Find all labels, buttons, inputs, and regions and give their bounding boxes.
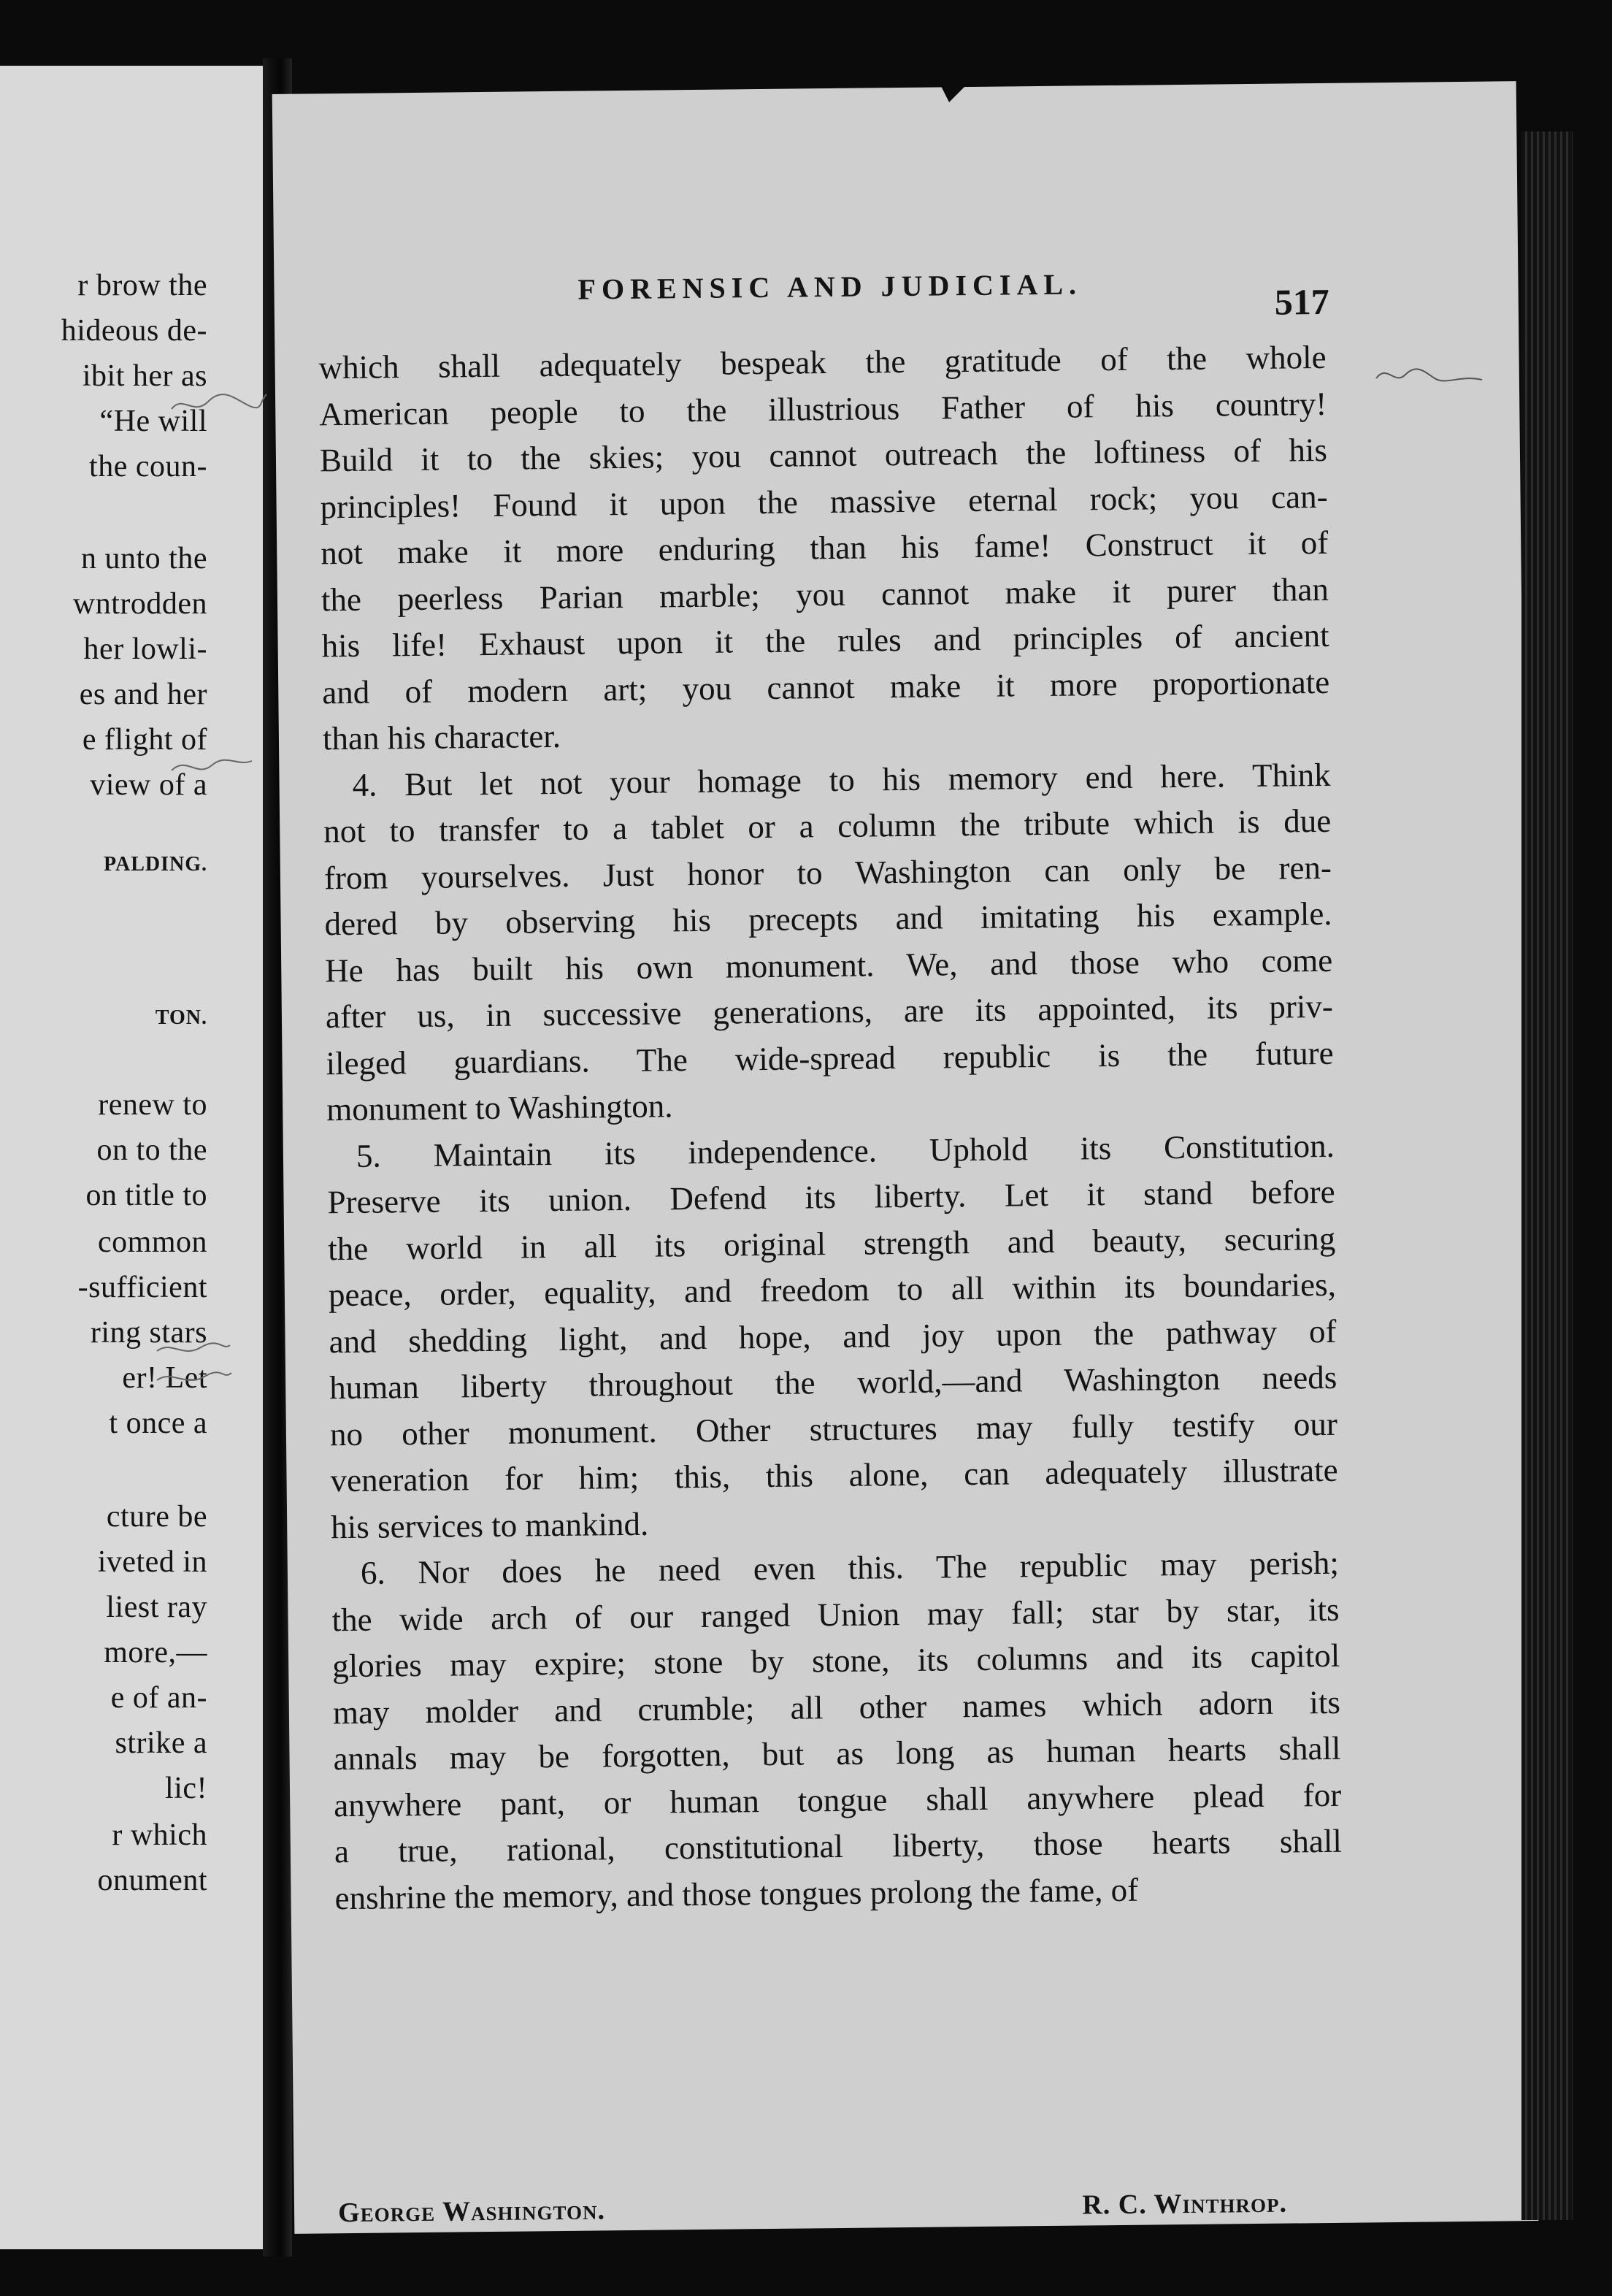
body-text (318, 334, 1343, 1921)
left-page-fragment: -sufficient (77, 1271, 207, 1304)
text-line: the wide arch of our ranged Union may fall; star by star, its (331, 1591, 1340, 1638)
left-page-fragment: ibit her as (82, 359, 207, 393)
left-page-fragment: hideous de- (61, 314, 207, 348)
marginal-annotation-mark (1373, 356, 1489, 400)
left-page-fragment: cture be (106, 1500, 207, 1534)
text-line: Build it to the skies; you cannot outreach the loftiness of his (319, 431, 1328, 479)
left-page-fragment: on title to (85, 1179, 207, 1212)
left-page-fragment: “He will (99, 405, 207, 438)
text-line: enshrine the memory, and those tongues prolong the fame, of (334, 1871, 1139, 1916)
left-page-fragment: common (98, 1225, 207, 1259)
text-line: 6. Nor does he need even this. The republic may perish; (360, 1544, 1340, 1591)
text-line: He has built his own monument. We, and those who come (325, 941, 1333, 989)
text-line: not make it more enduring than his fame! Construct it of (321, 524, 1329, 572)
page-edges (1521, 131, 1573, 2220)
text-line: which shall adequately bespeak the gratitude of the whole (318, 338, 1327, 386)
text-line: monument to Washington. (326, 1087, 673, 1128)
text-line: annals may be forgotten, but as long as human hearts shall (333, 1729, 1341, 1778)
left-page-fragment: e flight of (82, 723, 207, 757)
text-line: his services to mankind. (330, 1505, 649, 1545)
text-line: and of modern art; you cannot make it more proportionate (322, 663, 1330, 711)
text-line: and shedding light, and hope, and joy upon the pathway of (329, 1312, 1337, 1360)
left-page-fragment: t once a (109, 1407, 207, 1440)
left-page-fragment: view of a (90, 768, 207, 802)
text-line: 4. But let not your homage to his memory end here. Think (352, 756, 1331, 803)
text-line: may molder and crumble; all other names which adorn its (332, 1683, 1341, 1731)
text-line: glories may expire; stone by stone, its columns and its capitol (331, 1637, 1340, 1685)
main-page (272, 81, 1539, 2234)
left-page-fragment: her lowli- (83, 632, 207, 666)
page-number: 517 (1274, 280, 1330, 323)
left-page-fragment: es and her (79, 678, 207, 711)
text-line: American people to the illustrious Father of his country! (319, 385, 1327, 432)
text-line: peace, order, equality, and freedom to all within its boundaries, (328, 1266, 1337, 1314)
left-page-fragment: lic! (165, 1772, 207, 1805)
left-page-fragment: renew to (98, 1088, 207, 1122)
text-line: not to transfer to a tablet or a column the tribute which is due (323, 802, 1332, 850)
author-name: R. C. Winthrop. (1082, 2187, 1288, 2221)
left-page-fragment: more,— (104, 1636, 207, 1669)
left-page-fragment: wntrodden (72, 587, 207, 621)
text-line: a true, rational, constitutional liberty, those hearts shall (334, 1822, 1343, 1870)
text-line: veneration for him; this, this alone, can adequately illustrate (330, 1451, 1338, 1499)
text-line: anywhere pant, or human tongue shall anywhere plead for (333, 1776, 1342, 1824)
left-page-fragment: e of an- (110, 1681, 207, 1715)
paper-tear (920, 29, 993, 110)
text-line: the world in all its original strength and beauty, securing (328, 1220, 1336, 1267)
text-line: the peerless Parian marble; you cannot make it purer than (321, 570, 1329, 618)
left-page-fragment: er! Let (122, 1361, 207, 1395)
left-page-fragment: ring stars (90, 1316, 207, 1350)
text-line: his life! Exhaust upon it the rules and principles of ancient (321, 616, 1329, 665)
left-page-fragment: onument (97, 1864, 207, 1897)
left-page-fragment: n unto the (81, 542, 207, 575)
left-page-fragment: iveted in (97, 1545, 207, 1579)
left-page-fragment: r brow the (77, 269, 207, 302)
marginal-annotation-mark (168, 380, 270, 431)
left-page-fragment: strike a (115, 1726, 207, 1760)
text-line: after us, in successive generations, are its appointed, its priv- (325, 987, 1334, 1036)
marginal-annotation-mark (150, 1336, 237, 1424)
attribution-row (338, 2187, 1287, 2230)
text-line: 5. Maintain its independence. Uphold its Constitution. (356, 1127, 1335, 1174)
subject-name: George Washington. (337, 2194, 606, 2229)
text-line: dered by observing his precepts and imitating his example. (324, 895, 1332, 943)
text-line: from yourselves. Just honor to Washington can only be ren- (323, 849, 1332, 896)
text-line: than his character. (322, 717, 561, 757)
text-line: human liberty throughout the world,—and Washington needs (329, 1358, 1337, 1407)
left-page-fragment: the coun- (89, 450, 207, 483)
left-page-fragment: on to the (96, 1133, 207, 1167)
left-page-fragment: liest ray (106, 1591, 207, 1624)
text-line: no other monument. Other structures may fully testify our (329, 1405, 1338, 1453)
text-line: Preserve its union. Defend its liberty. Let it stand before (327, 1173, 1335, 1221)
left-page-fragment: PALDING. (103, 853, 207, 876)
running-head: FORENSIC AND JUDICIAL. (577, 267, 1083, 306)
text-line: ileged guardians. The wide-spread republic is the future (326, 1034, 1334, 1082)
left-page-fragment: TON. (155, 1006, 207, 1029)
text-line: principles! Found it upon the massive eternal rock; you can- (320, 478, 1328, 525)
marginal-annotation-mark (168, 745, 256, 789)
left-page-fragment: r which (112, 1818, 207, 1852)
